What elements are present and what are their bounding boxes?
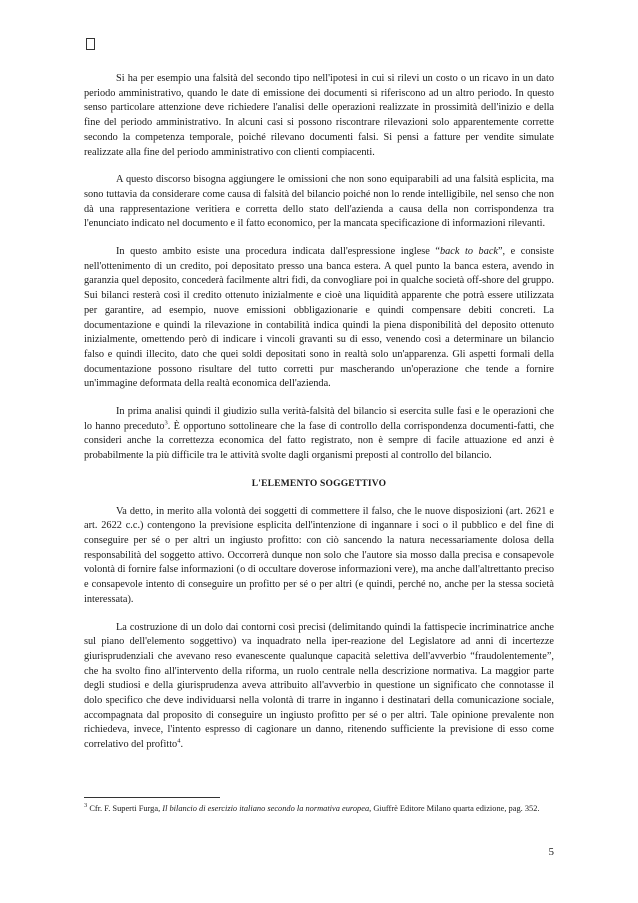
footnote-3 xyxy=(84,803,554,815)
paragraph-3-rest: ”, e consiste nell'ottenimento di un credito, poi depositato presso una banca estera. A quel punto la banca estera, avendo in garanzia quel deposito, concederà facilmente altri fidi, da convogliare poi in qualche società off-shore del gruppo. Sui bilanci resterà così il credito ottenuto inizialmente e cioè una liquidità apparente che potrà essere utilizzata per garantire, ad esempio, nuove emissioni obbligazionarie e quindi compensare debiti concreti. La documentazione e quindi la rilevazione in contabilità indica quindi la piena disponibilità del deposito ottenuto inizialmente, omettendo però di indicare i vincoli gravanti su di esso, venendo così a determinare un bilancio falso e quindi illecito, dato che quei soldi depositati sono in realtà solo un'apparenza. Gli aspetti formali della documentazione possono risultare del tutto corretti pur mascherando un'operazione che tende a fornire un'immagine deformata della realtà economica dell'azienda. xyxy=(84,246,554,390)
paragraph-4 xyxy=(84,405,554,464)
paragraph-4-rest: . È opportuno sottolineare che la fase di controllo della corrispondenza documenti-fatti, che consideri anche la correttezza economica del fatto registrato, non è sempre di facile attuazione ed anzi è probabilmente la più difficile tra le attività svolte dagli organismi preposti al controllo del bilancio. xyxy=(84,420,554,462)
body-text xyxy=(84,72,554,766)
missing-glyph-icon xyxy=(86,38,95,50)
paragraph-6-rest: . xyxy=(180,739,184,751)
footnote-rest: , Giuffrè Editore Milano quarta edizione, pag. 352. xyxy=(369,804,540,813)
back-to-back-term: back to back xyxy=(440,246,498,258)
footnote-number: 3 xyxy=(84,802,88,810)
paragraph-4-lead: In prima analisi quindi il giudizio sulla verità-falsità del bilancio si esercita sulle fasi e le operazioni che lo hanno preceduto xyxy=(84,406,554,432)
footnote-book-title: Il bilancio di esercizio italiano secondo la normativa europea xyxy=(162,804,370,813)
paragraph-1: Si ha per esempio una falsità del secondo tipo nell'ipotesi in cui si rilevi un costo o un ricavo in un dato periodo amministrativo, quando le date di emissione dei documenti si riferiscono ad un altro periodo. In questo senso particolare attenzione deve richiedere l'analisi delle operazioni realizzate in prossimità dell'inizio e della fine del periodo amministrativo. In alcuni casi si possono riscontrare rilevazioni solo apparentemente corrette secondo la competenza temporale, poiché rilevano documenti falsi. Si pensi a fatture per vendite simulate realizzate alla fine del periodo amministrativo con clienti compiacenti. xyxy=(84,73,554,158)
page-number: 5 xyxy=(548,846,554,858)
footnote-lead: Cfr. F. Superti Furga, xyxy=(87,804,163,813)
paragraph-3 xyxy=(84,245,554,392)
paragraph-6 xyxy=(84,621,554,753)
paragraph-3-lead: In questo ambito esiste una procedura indicata dall'espressione inglese “ xyxy=(116,246,440,258)
paragraph-2: A questo discorso bisogna aggiungere le omissioni che non sono equiparabili ad una falsità esplicita, ma sono tuttavia da considerare come causa di falsità del bilancio poiché non lo rende intelligibile, nel senso che non dà una rappresentazione veritiera e corretta dello stato dell'azienda a causa della non corrispondenza tra l'enunciato indicato nel documento e il fatto economico, per la mancata specificazione di informazioni rilevanti. xyxy=(84,174,554,230)
paragraph-5: Va detto, in merito alla volontà dei soggetti di commettere il falso, che le nuove disposizioni (art. 2621 e art. 2622 c.c.) contengono la previsione esplicita dell'intenzione di ingannare i soci o il pubblico e del fine di conseguire per sé o per altri un ingiusto profitto: con ciò sancendo la natura necessariamente dolosa della responsabilità del soggetto attivo. Occorrerà dunque non solo che l'autore sia mosso dalla precisa e consapevole volontà di fornire false informazioni (o di occultare doverose informazioni vere), ma anche dall'altrettanto preciso e consapevole intento di conseguire un profitto per sé o per altri (e quindi, perché no, anche per la stessa società interessata). xyxy=(84,505,554,605)
footnote-ref-3: 3 xyxy=(164,419,168,427)
paragraph-6-lead: La costruzione di un dolo dai contorni così precisi (delimitando quindi la fattispecie incriminatrice anche sul piano dell'elemento soggettivo) va inquadrato nella iper-reazione del Legislatore ad anni di incertezze giurisprudenziali che avevano reso evanescente qualunque capacità selettiva dell'avverbio “fraudolentemente”, che ha svolto fino all'intervento della riforma, un ruolo centrale nella descrizione normativa. La maggior parte degli studiosi e della giurisprudenza aveva attribuito all'avverbio in questione un significato che connotasse il dolo specifico che deve individuarsi nella volontà di trarre in inganno i destinatari della comunicazione sociale, accompagnata dal proposito di conseguire un ingiusto profitto per sé o per altri. Tale opinione prevalente non richiedeva, invece, l'intento espresso di cagionare un danno, ritenendo sufficiente la previsione di esso come correlativo del profitto xyxy=(84,621,554,751)
footnote-ref-4: 4 xyxy=(177,737,181,745)
footnote-divider xyxy=(84,797,220,798)
section-heading: L'ELEMENTO SOGGETTIVO xyxy=(251,478,387,489)
